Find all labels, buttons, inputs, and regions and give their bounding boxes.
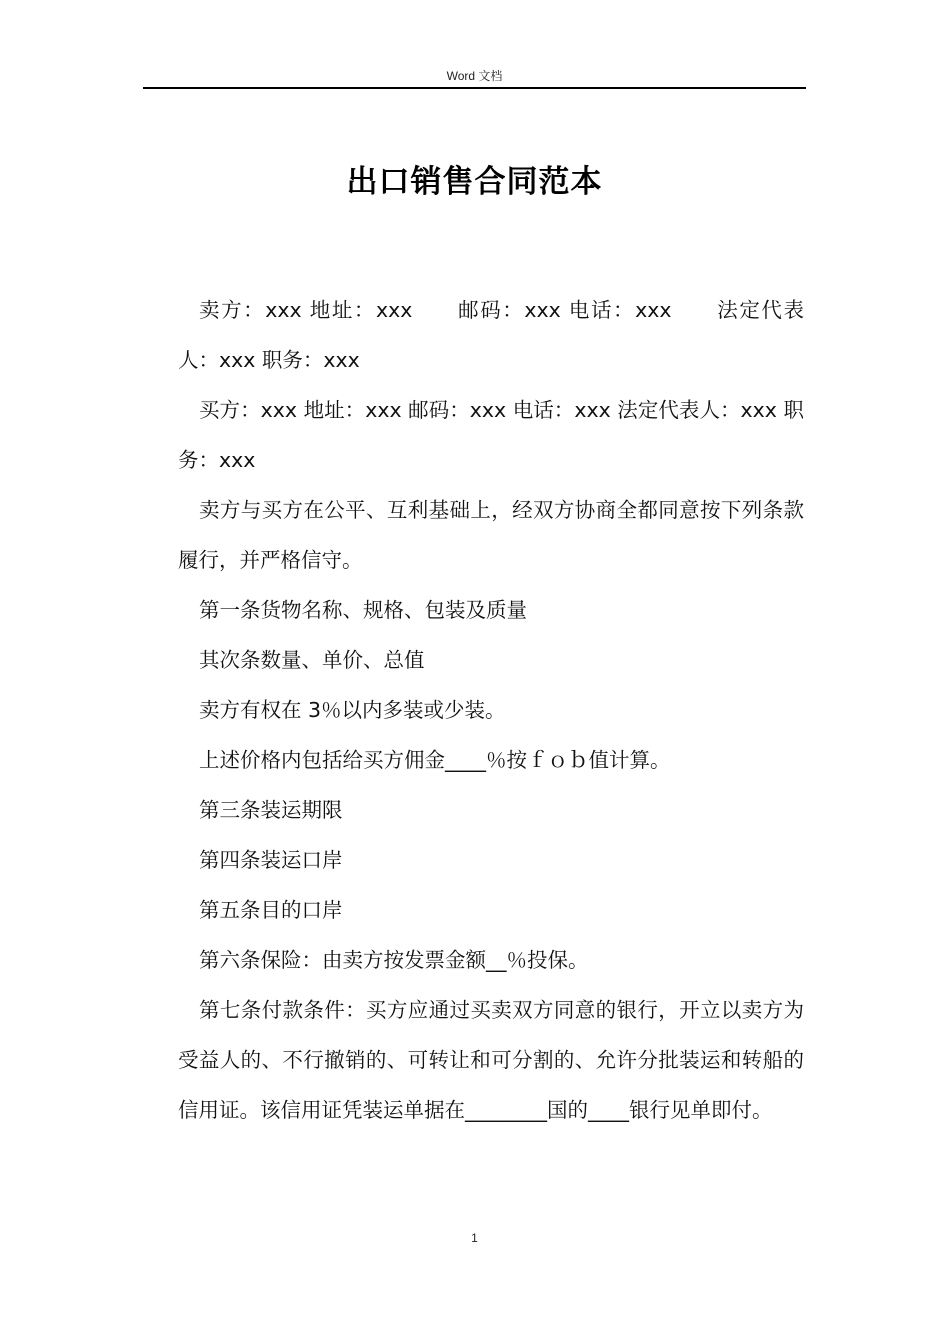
clause-2-heading: 其次条数量、单价、总值 bbox=[199, 648, 425, 672]
header-divider bbox=[143, 87, 806, 89]
page-number: 1 bbox=[471, 1231, 478, 1245]
page-header: Word 文档 bbox=[446, 69, 503, 83]
clause-4-heading: 第四条装运口岸 bbox=[199, 848, 343, 872]
buyer-info-paragraph: 买方：xxx 地址：xxx 邮码：xxx 电话：xxx 法定代表人：xxx 职务：xxx bbox=[178, 398, 804, 472]
clause-6-insurance: 第六条保险：由卖方按发票金额__％投保。 bbox=[199, 948, 589, 972]
document-title: 出口销售合同范本 bbox=[346, 164, 603, 200]
document-body bbox=[178, 285, 804, 1135]
clause-5-heading: 第五条目的口岸 bbox=[199, 898, 343, 922]
clause-3-heading: 第三条装运期限 bbox=[199, 798, 343, 822]
clause-1-heading: 第一条货物名称、规格、包装及质量 bbox=[199, 598, 527, 622]
clause-7-payment: 第七条付款条件：买方应通过买卖双方同意的银行，开立以卖方为受益人的、不行撤销的、可转让和可分割的、允许分批装运和转船的信用证。该信用证凭装运单据在________国的____银行见单即付。 bbox=[178, 998, 804, 1122]
quantity-tolerance-paragraph: 卖方有权在 3％以内多装或少装。 bbox=[199, 698, 506, 722]
seller-info-paragraph: 卖方：xxx 地址：xxx 邮码：xxx 电话：xxx 法定代表人：xxx 职务：xxx bbox=[178, 298, 804, 372]
commission-paragraph: 上述价格内包括给买方佣金____％按ｆｏｂ值计算。 bbox=[199, 748, 671, 772]
preamble-paragraph: 卖方与买方在公平、互利基础上，经双方协商全都同意按下列条款履行，并严格信守。 bbox=[178, 498, 804, 572]
